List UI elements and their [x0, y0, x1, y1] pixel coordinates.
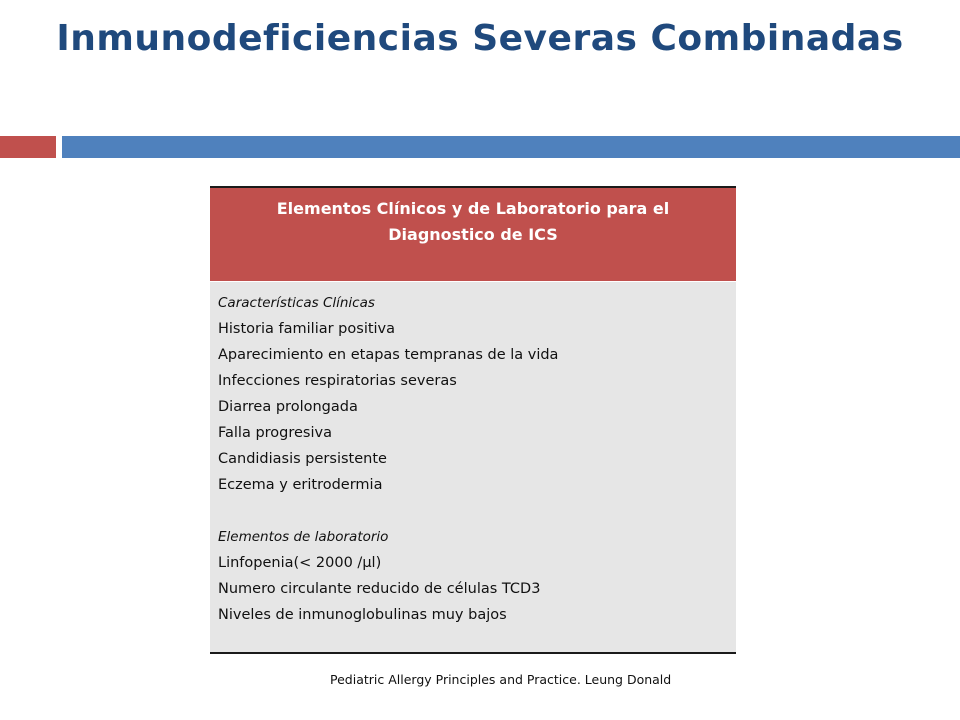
accent-bar-blue [62, 136, 960, 158]
clinical-item: Eczema y eritrodermia [218, 477, 383, 493]
laboratory-item: Numero circulante reducido de células TCD3 [218, 581, 541, 597]
clinical-item: Falla progresiva [218, 425, 332, 441]
table-header-line-2: Diagnostico de ICS [388, 225, 558, 244]
accent-bar-red [0, 136, 56, 158]
clinical-item: Historia familiar positiva [218, 321, 396, 337]
laboratory-heading: Elementos de laboratorio [218, 529, 389, 545]
clinical-heading: Características Clínicas [218, 295, 375, 311]
slide-title: Inmunodeficiencias Severas Combinadas [56, 18, 904, 59]
section-spacer [218, 498, 726, 524]
laboratory-item: Niveles de inmunoglobulinas muy bajos [218, 607, 507, 623]
citation-source: Pediatric Allergy Principles and Practice. Leung Donald [330, 672, 672, 687]
clinical-item: Diarrea prolongada [218, 399, 358, 415]
clinical-item: Aparecimiento en etapas tempranas de la vida [218, 347, 559, 363]
table-body [210, 282, 736, 652]
diagnostic-table [210, 186, 736, 654]
laboratory-item: Linfopenia(< 2000 /µl) [218, 555, 382, 571]
table-header-line-1: Elementos Clínicos y de Laboratorio para el [276, 199, 670, 218]
table-header [210, 188, 736, 282]
clinical-item: Candidiasis persistente [218, 451, 387, 467]
clinical-item: Infecciones respiratorias severas [218, 373, 457, 389]
